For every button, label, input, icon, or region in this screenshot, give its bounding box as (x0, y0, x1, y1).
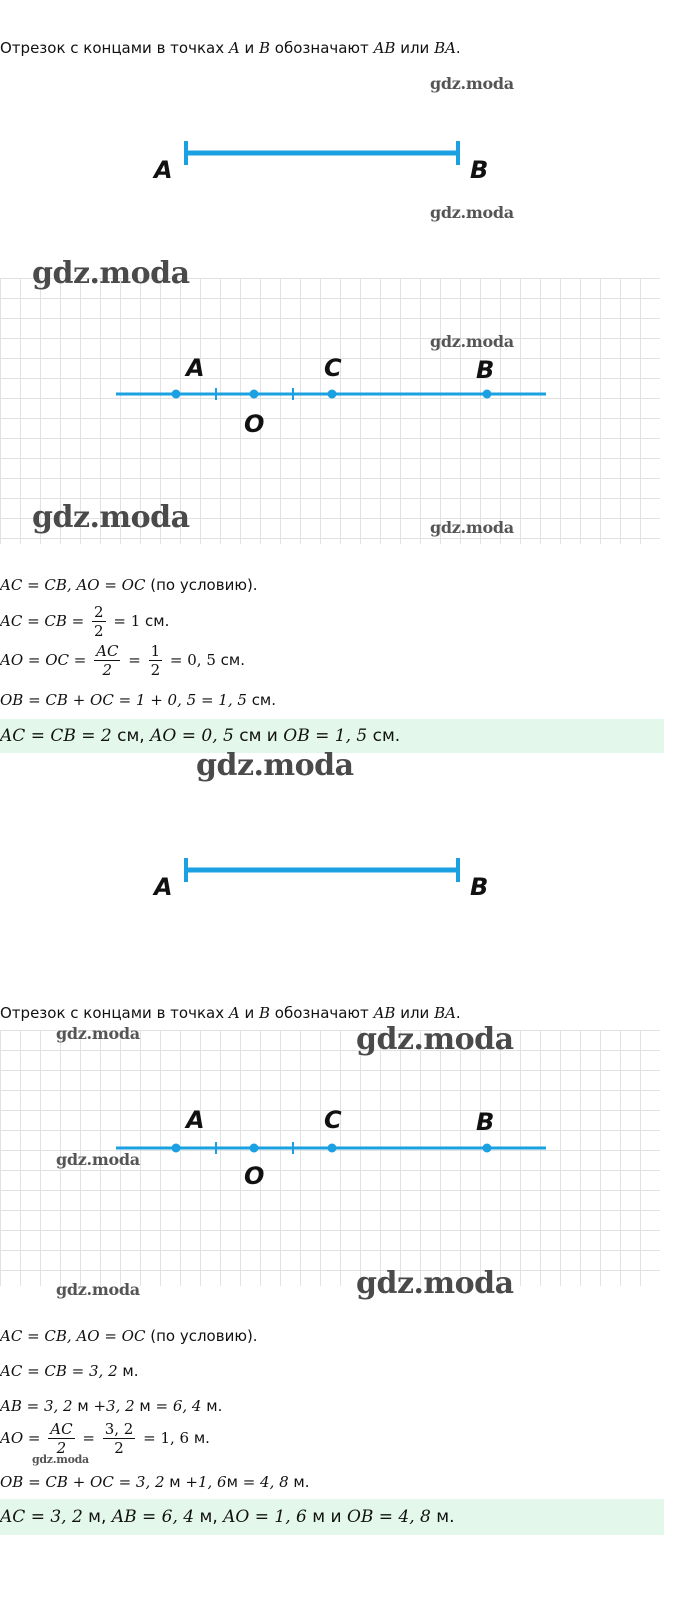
math: +3, 2 (93, 1397, 135, 1415)
solution-line (0, 603, 169, 643)
point-label-c: C (324, 1106, 342, 1134)
intro-text (0, 38, 461, 58)
intro-var: A (228, 39, 240, 57)
point-o (250, 1144, 259, 1153)
watermark: gdz.moda (32, 256, 190, 291)
unit: м (72, 1397, 94, 1415)
intro-var: A (228, 1004, 240, 1022)
math: OB = CB + OC = 3, 2 (0, 1473, 165, 1491)
watermark: gdz.moda (32, 500, 190, 535)
watermark: gdz.moda (430, 332, 514, 351)
fraction (48, 1420, 74, 1457)
math: AO = 1, 6 (223, 1507, 307, 1527)
denominator: 2 (56, 1439, 67, 1457)
point-a (172, 1144, 181, 1153)
watermark: gdz.moda (356, 1266, 514, 1301)
fraction (94, 642, 120, 679)
math: = 6, 4 (155, 1397, 202, 1415)
math: OB = CB + OC = 1 + 0, 5 = 1, 5 (0, 691, 247, 709)
denominator: 2 (102, 661, 113, 679)
unit: см. (215, 651, 245, 669)
note: (по условию). (145, 1327, 258, 1345)
math: = 4, 8 (242, 1473, 289, 1491)
math: AC = CB = (0, 612, 85, 630)
unit: м, (82, 1507, 112, 1527)
intro-part: и (239, 1004, 259, 1022)
intro-part: обозначают (270, 39, 374, 57)
fraction (149, 642, 163, 679)
watermark: gdz.moda (56, 1280, 140, 1299)
intro-var: BA (434, 1004, 456, 1022)
point-label-b: B (470, 156, 489, 184)
unit: см, (111, 726, 151, 746)
solution-line (0, 1361, 139, 1381)
intro-part: или (395, 1004, 435, 1022)
fraction (92, 603, 106, 640)
unit: м. (201, 1397, 223, 1415)
math: +1, 6 (185, 1473, 227, 1491)
denominator: 2 (150, 661, 161, 679)
point-b (483, 1144, 492, 1153)
unit: см. (246, 691, 277, 709)
solution-line (0, 1396, 222, 1416)
grid-figure-2 (0, 1022, 660, 1301)
point-b (483, 390, 492, 399)
number-line (110, 1132, 560, 1162)
point-o (250, 390, 259, 399)
math: AC = CB, AO = OC (0, 576, 146, 594)
denominator: 2 (94, 622, 104, 640)
solution-line (0, 642, 245, 682)
numerator: 2 (94, 603, 104, 621)
unit: м. (117, 1362, 139, 1380)
point-label-a: A (154, 156, 173, 184)
unit: м. (430, 1507, 455, 1527)
intro-part: обозначают (270, 1004, 374, 1022)
intro-var: BA (434, 39, 456, 57)
segment-ab-figure (140, 135, 500, 195)
intro-var: AB (373, 1004, 396, 1022)
point-label-b: B (470, 873, 489, 901)
math: AC = CB, AO = OC (0, 1327, 146, 1345)
watermark: gdz.moda (56, 1150, 140, 1169)
math: = 0, 5 (169, 651, 216, 669)
solution-line (0, 1472, 310, 1492)
grid-figure-1 (0, 256, 660, 544)
point-label-c: C (324, 354, 342, 382)
math: AO = OC = (0, 651, 87, 669)
unit: м (134, 1397, 156, 1415)
unit: см. (140, 612, 170, 630)
math: AB = 3, 2 (0, 1397, 73, 1415)
math: AC = CB = 2 (0, 726, 112, 746)
watermark: gdz.moda (430, 74, 514, 93)
intro-part: Отрезок с концами в точках (0, 1004, 229, 1022)
math: = (82, 1429, 95, 1447)
point-label-a: A (186, 354, 205, 382)
intro-var: B (259, 1004, 271, 1022)
unit: м. (189, 1429, 210, 1447)
fraction (103, 1420, 136, 1457)
watermark: gdz.moda (430, 518, 514, 537)
point-label-o: O (244, 1162, 265, 1190)
math: = 1, 6 (143, 1429, 190, 1447)
solution-line (0, 690, 276, 710)
unit: м (226, 1473, 243, 1491)
math: AO = 0, 5 (150, 726, 234, 746)
point-label-a: A (154, 873, 173, 901)
point-a (172, 390, 181, 399)
unit: м. (288, 1473, 310, 1491)
math: AC = CB = 3, 2 (0, 1362, 118, 1380)
unit: м, (194, 1507, 224, 1527)
math: AO = (0, 1429, 41, 1447)
watermark: gdz.moda (356, 1022, 514, 1057)
solution-line (0, 1326, 258, 1346)
point-c (328, 390, 337, 399)
watermark: gdz.moda (56, 1024, 140, 1043)
math: = 1 (113, 612, 141, 630)
solution-line (0, 575, 258, 595)
math: = (128, 651, 141, 669)
numerator: 1 (150, 642, 161, 660)
intro-part: . (455, 39, 461, 57)
denominator: 2 (114, 1439, 124, 1457)
segment-ab-figure (140, 852, 500, 912)
math: AB = 6, 4 (111, 1507, 195, 1527)
point-label-a: A (186, 1106, 205, 1134)
intro-text (0, 1003, 461, 1023)
numerator: 3, 2 (104, 1420, 134, 1438)
note: (по условию). (145, 576, 258, 594)
point-label-o: O (244, 410, 265, 438)
unit: см. (367, 726, 401, 746)
point-c (328, 1144, 337, 1153)
point-label-b: B (476, 1108, 495, 1136)
math: OB = 4, 8 (346, 1507, 431, 1527)
unit: м и (306, 1507, 347, 1527)
intro-part: Отрезок с концами в точках (0, 39, 229, 57)
math: AC = 3, 2 (0, 1507, 83, 1527)
unit: см и (233, 726, 284, 746)
intro-part: и (239, 39, 259, 57)
intro-var: AB (373, 39, 396, 57)
watermark: gdz.moda (32, 1453, 89, 1466)
point-label-b: B (476, 356, 495, 384)
numerator: AC (96, 642, 119, 660)
unit: м (164, 1473, 186, 1491)
intro-part: или (395, 39, 435, 57)
intro-part: . (455, 1004, 461, 1022)
answer-highlight (0, 1499, 664, 1535)
intro-var: B (259, 39, 271, 57)
watermark: gdz.moda (430, 203, 514, 222)
numerator: AC (50, 1420, 73, 1438)
watermark: gdz.moda (196, 748, 354, 783)
math: OB = 1, 5 (283, 726, 368, 746)
